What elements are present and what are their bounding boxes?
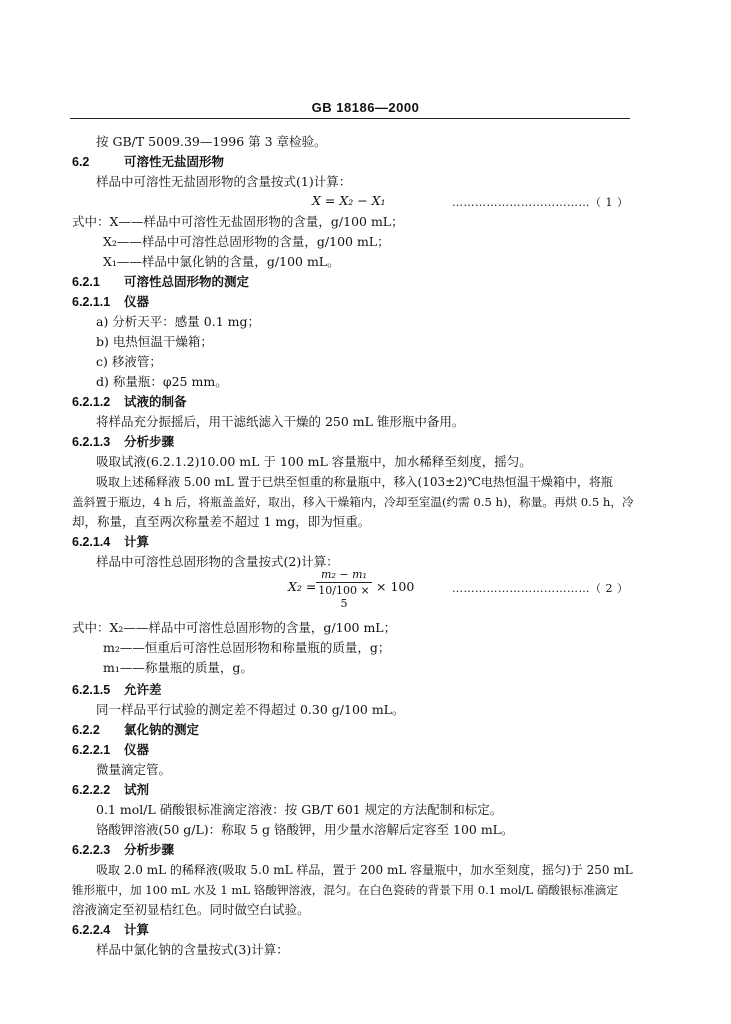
section-heading: [72, 682, 162, 698]
text-line: 样品中可溶性无盐固形物的含量按式(1)计算：: [96, 174, 352, 189]
list-item: d) 称量瓶：φ25 mm。: [96, 374, 228, 389]
list-item: c) 移液管；: [96, 354, 162, 369]
section-title: 计算: [124, 922, 150, 937]
text-line: 吸取试液(6.2.1.2)10.00 mL 于 100 mL 容量瓶中，加水稀释至刻度，摇匀。: [96, 454, 532, 469]
equation-2-denominator: 10/100 × 5: [318, 584, 370, 610]
section-number: 6.2.2.1: [72, 743, 111, 757]
section-title: 分析步骤: [124, 842, 175, 857]
section-heading: [72, 294, 149, 310]
text-line: 样品中氯化钠的含量按式(3)计算：: [96, 942, 289, 957]
text-line: X₂——样品中可溶性总固形物的含量，g/100 mL；: [103, 234, 390, 249]
text-line: 将样品充分振摇后，用干滤纸滤入干燥的 250 mL 锥形瓶中备用。: [96, 414, 465, 429]
section-title: 计算: [124, 534, 150, 549]
text-line: 0.1 mol/L 硝酸银标准滴定溶液：按 GB/T 601 规定的方法配制和标定。: [96, 802, 503, 817]
section-title: 分析步骤: [124, 434, 175, 449]
text-line: m₁——称量瓶的质量，g。: [103, 660, 253, 675]
section-heading: [72, 434, 174, 450]
equation-2-ref: ………………………………（ 2 ）: [452, 582, 629, 595]
section-heading: [72, 842, 174, 858]
text-line: 却，称量，直至两次称量差不超过 1 mg，即为恒重。: [72, 514, 371, 529]
section-number: 6.2.2: [72, 723, 100, 737]
standard-header: GB 18186—2000: [311, 100, 420, 115]
text-line: 式中：X——样品中可溶性无盐固形物的含量，g/100 mL；: [72, 214, 404, 229]
section-title: 可溶性无盐固形物: [124, 154, 225, 169]
section-heading: [72, 782, 149, 798]
section-title: 允许差: [124, 682, 162, 697]
text-line: 铬酸钾溶液(50 g/L)：称取 5 g 铬酸钾，用少量水溶解后定容至 100 mL。: [96, 822, 514, 837]
text-line: 吸取 2.0 mL 的稀释液(吸取 5.0 mL 样品，置于 200 mL 容量瓶中，加水至刻度，摇匀)于 250 mL: [96, 863, 633, 877]
equation-2-lhs: X₂ =: [288, 579, 317, 594]
fraction-bar: [316, 582, 372, 583]
section-heading: [72, 154, 224, 170]
text-line: 式中：X₂——样品中可溶性总固形物的含量，g/100 mL；: [72, 620, 397, 635]
section-title: 氯化钠的测定: [124, 722, 200, 737]
text-line: X₁——样品中氯化钠的含量，g/100 mL。: [103, 254, 340, 269]
header-rule: [70, 118, 630, 119]
text-line: m₂——恒重后可溶性总固形物和称量瓶的质量，g；: [103, 640, 391, 655]
list-item: a) 分析天平：感量 0.1 mg；: [96, 314, 260, 329]
section-number: 6.2.1.5: [72, 683, 111, 697]
equation-2-fraction: [316, 568, 372, 610]
text-line: 微量滴定管。: [96, 762, 172, 777]
section-heading: [72, 722, 199, 738]
equation-2-multiplier: × 100: [376, 579, 415, 594]
section-heading: [72, 742, 149, 758]
section-title: 试液的制备: [124, 394, 187, 409]
section-number: 6.2.2.4: [72, 923, 111, 937]
text-line: 同一样品平行试验的测定差不得超过 0.30 g/100 mL。: [96, 702, 405, 717]
section-title: 仪器: [124, 294, 150, 309]
list-item: b) 电热恒温干燥箱；: [96, 334, 213, 349]
equation-2-numerator: m₂ − m₁: [321, 568, 367, 581]
section-number: 6.2.1: [72, 275, 100, 289]
text-line: 锥形瓶中，加 100 mL 水及 1 mL 铬酸钾溶液，混匀。在白色瓷砖的背景下用 0.1 mol/L 硝酸银标准滴定: [72, 883, 618, 897]
equation-1: X = X₂ − X₁: [312, 193, 386, 208]
text-line: 盖斜置于瓶边，4 h 后，将瓶盖盖好，取出，移入干燥箱内，冷却至室温(约需 0.5 h)，称量。再烘 0.5 h，冷: [72, 495, 634, 509]
section-heading: [72, 274, 249, 290]
section-number: 6.2.1.1: [72, 295, 111, 309]
section-title: 试剂: [124, 782, 150, 797]
section-title: 仪器: [124, 742, 150, 757]
text-line: 溶液滴定至初显桔红色。同时做空白试验。: [72, 902, 310, 917]
section-number: 6.2.1.3: [72, 435, 111, 449]
text-line: 按 GB/T 5009.39—1996 第 3 章检验。: [96, 134, 327, 149]
section-number: 6.2.1.2: [72, 395, 111, 409]
section-number: 6.2.1.4: [72, 535, 111, 549]
equation-1-ref: ………………………………（ 1 ）: [452, 196, 629, 209]
section-number: 6.2: [72, 155, 90, 169]
section-heading: [72, 394, 187, 410]
section-title: 可溶性总固形物的测定: [124, 274, 250, 289]
text-line: 样品中可溶性总固形物的含量按式(2)计算：: [96, 554, 339, 569]
section-number: 6.2.2.3: [72, 843, 111, 857]
text-line: 吸取上述稀释液 5.00 mL 置于已烘至恒重的称量瓶中，移入(103±2)℃电热恒温干燥箱中，将瓶: [96, 475, 613, 489]
section-heading: [72, 922, 149, 938]
section-number: 6.2.2.2: [72, 783, 111, 797]
section-heading: [72, 534, 149, 550]
